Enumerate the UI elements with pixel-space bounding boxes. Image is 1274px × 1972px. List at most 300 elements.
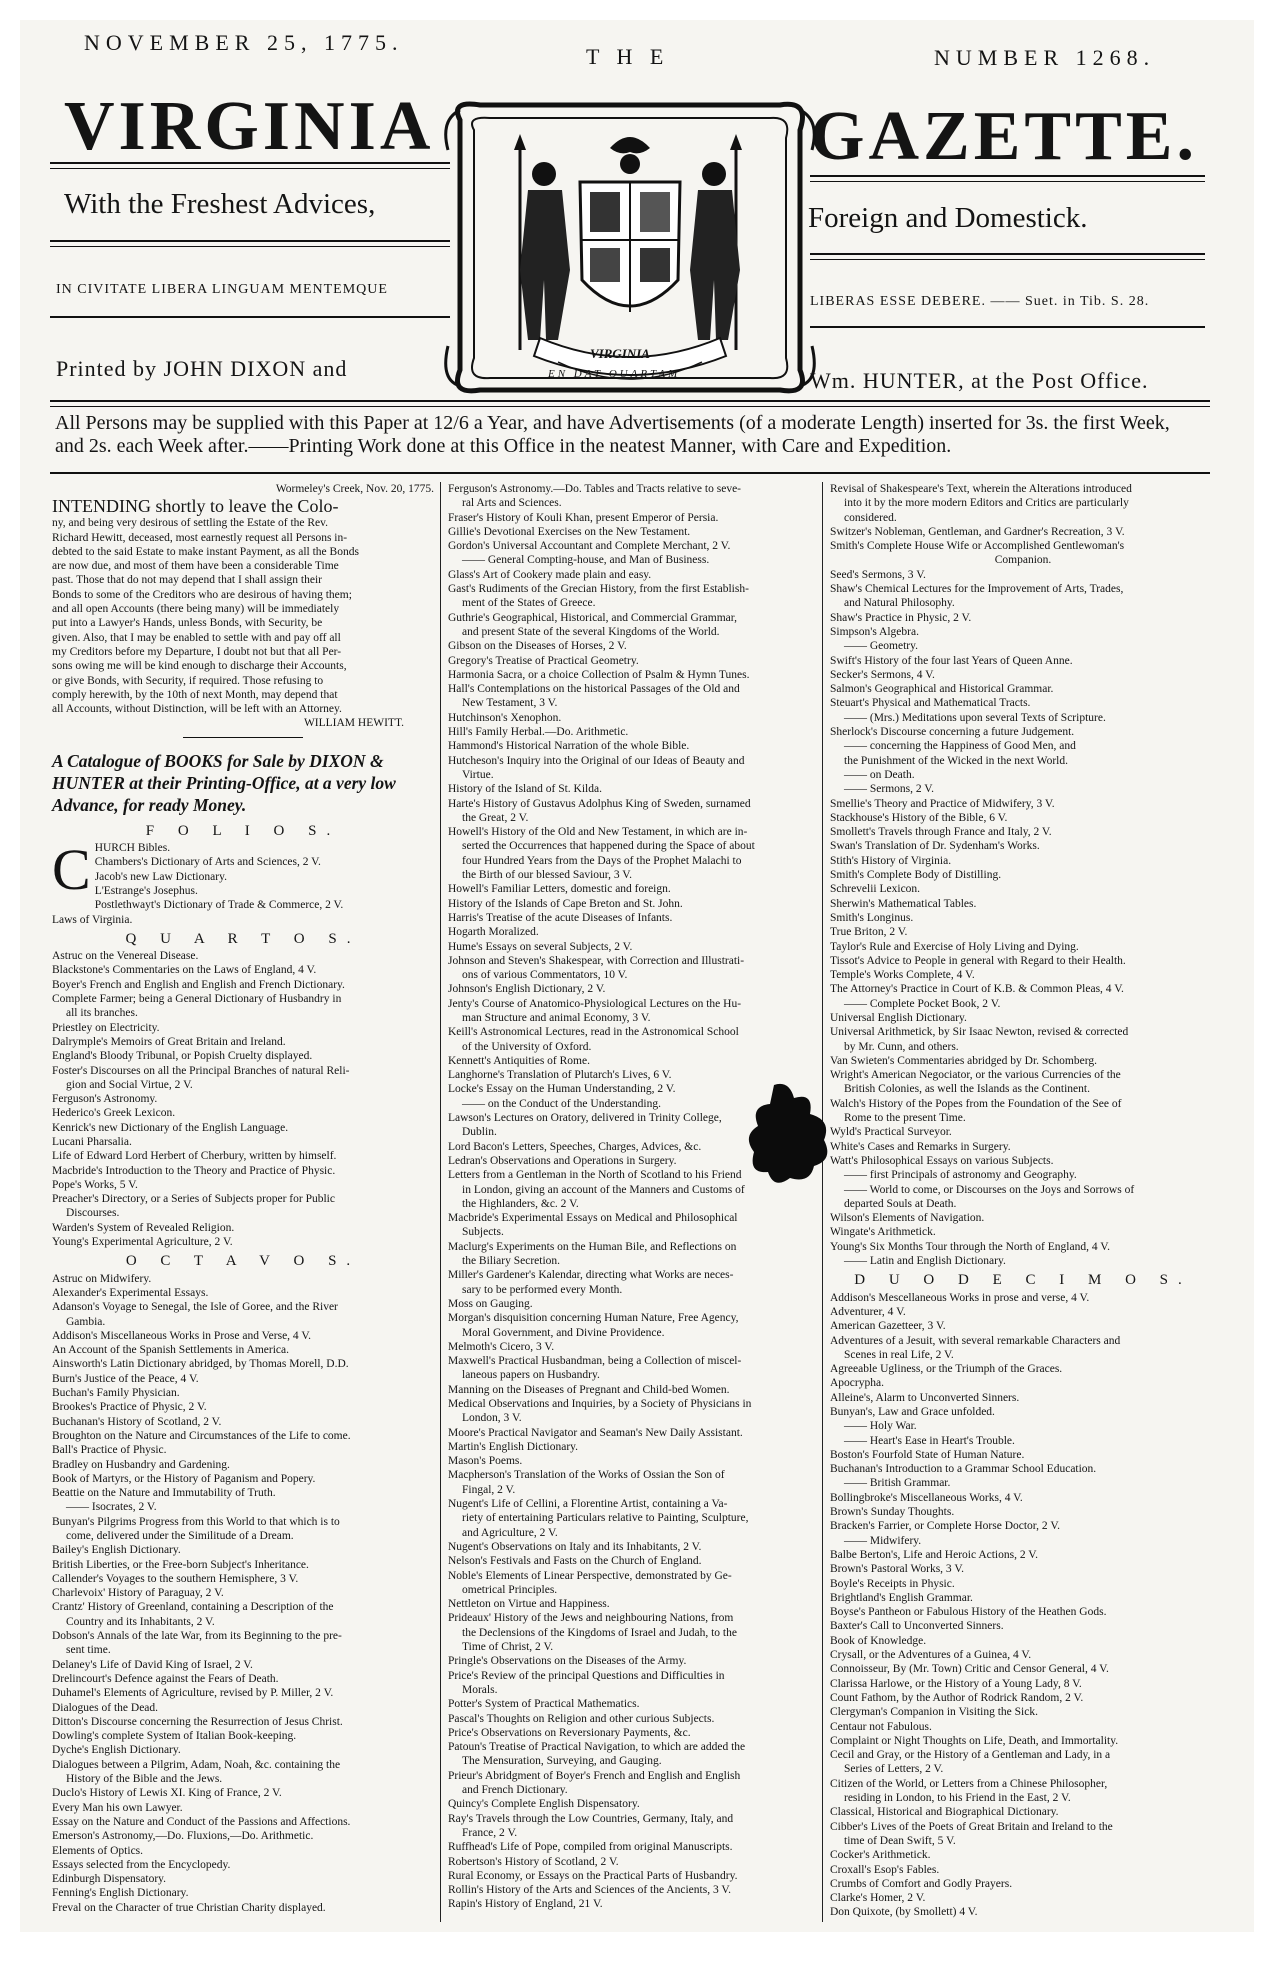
book-entry: Ainsworth's Latin Dictionary abridged, by Thomas Morell, D.D.	[52, 1358, 349, 1371]
book-entry: Dowling's complete System of Italian Book-keeping.	[52, 1730, 297, 1743]
book-entry: History of the Islands of Cape Breton and St. John.	[448, 897, 683, 910]
book-entry: sary to be performed every Month.	[462, 1283, 623, 1296]
subscription-notice: All Persons may be supplied with this Paper at 12/6 a Year, and have Advertisements (of a moderate Length) inserted for 3s. the first Week, and 2s. each Week after.——Printing Work done at this Office in the neatest Manner, with Care and Expedition.	[55, 412, 1170, 457]
book-entry: Bunyan's, Law and Grace unfolded.	[830, 1406, 995, 1418]
book-entry: Clergyman's Companion in Visiting the Sick.	[830, 1706, 1038, 1719]
book-entry: riety of entertaining Particulars relative to Painting, Sculpture,	[462, 1512, 749, 1525]
book-entry: Pascal's Thoughts on Religion and other curious Subjects.	[448, 1712, 715, 1725]
book-entry: An Account of the Spanish Settlements in America.	[52, 1344, 289, 1357]
book-entry: Moral Government, and Divine Providence.	[462, 1326, 665, 1339]
book-entry: and Natural Philosophy.	[844, 597, 955, 610]
book-entry: British Liberties, or the Free-born Subject's Inheritance.	[52, 1558, 309, 1571]
dateline: Wormeley's Creek, Nov. 20, 1775.	[275, 483, 434, 495]
book-entry: Secker's Sermons, 4 V.	[830, 668, 935, 681]
advert-signature: WILLIAM HEWITT.	[303, 717, 404, 730]
book-entry: Dialogues of the Dead.	[52, 1701, 159, 1714]
book-entry: Adventures of a Jesuit, with several remarkable Characters and	[830, 1334, 1121, 1347]
book-entry: Rollin's History of the Arts and Sciences of the Ancients, 3 V.	[448, 1884, 732, 1897]
book-entry: Fraser's History of Kouli Khan, present Emperor of Persia.	[448, 511, 719, 524]
book-entry: Rapin's History of England, 21 V.	[448, 1898, 603, 1911]
book-entry: Gambia.	[66, 1315, 106, 1328]
book-entry: Prideaux' History of the Jews and neighbouring Nations, from	[448, 1612, 734, 1625]
book-entry: Foster's Discourses on all the Principal Branches of natural Reli-	[52, 1064, 350, 1077]
book-entry: Addison's Mescellaneous Works in prose and verse, 4 V.	[830, 1291, 1090, 1304]
book-entry: The Attorney's Practice in Court of K.B. & Common Pleas, 4 V.	[830, 983, 1124, 996]
book-entry: Book of Martyrs, or the History of Paganism and Popery.	[52, 1472, 316, 1485]
book-entry: Rural Economy, or Essays on the Practical Parts of Husbandry.	[448, 1869, 738, 1882]
book-entry: Brown's Sunday Thoughts.	[830, 1506, 955, 1519]
book-entry: The Mensuration, Surveying, and Gauging.	[462, 1755, 662, 1768]
book-entry: four Hundred Years from the Days of the Prophet Malachi to	[462, 854, 742, 867]
book-entry: Series of Letters, 2 V.	[844, 1763, 944, 1776]
book-entry: Ditton's Discourse concerning the Resurrection of Jesus Christ.	[52, 1715, 343, 1728]
book-entry: Smith's Longinus.	[830, 911, 914, 924]
column-rule	[440, 482, 441, 1922]
book-entry: Letters from a Gentleman in the North of Scotland to his Friend	[448, 1169, 742, 1182]
book-entry: Smollett's Travels through France and Italy, 2 V.	[830, 826, 1052, 839]
book-entry: in London, giving an account of the Manners and Customs of	[462, 1183, 745, 1196]
book-entry: Buchanan's History of Scotland, 2 V.	[52, 1415, 222, 1428]
book-entry: and Agriculture, 2 V.	[462, 1526, 558, 1539]
masthead-rule	[50, 316, 450, 318]
advert-line: INTENDING shortly to leave the Colo-	[52, 496, 339, 517]
book-entry: Ferguson's Astronomy.—Do. Tables and Tracts relative to seve-	[448, 483, 741, 495]
book-entry: Country and its Inhabitants, 2 V.	[66, 1615, 215, 1628]
book-entry: Adanson's Voyage to Senegal, the Isle of Goree, and the River	[52, 1301, 338, 1314]
column-1	[52, 482, 434, 1915]
book-entry: New Testament, 3 V.	[462, 697, 558, 710]
book-entry: Elements of Optics.	[52, 1844, 144, 1857]
book-entry: Noble's Elements of Linear Perspective, demonstrated by Ge-	[448, 1569, 732, 1582]
book-entry: True Briton, 2 V.	[830, 926, 908, 939]
book-entry: Lawson's Lectures on Oratory, delivered in Trinity College,	[448, 1112, 722, 1125]
book-entry: Price's Review of the principal Questions and Difficulties in	[448, 1669, 725, 1682]
book-entry: Rome to the present Time.	[844, 1112, 966, 1125]
advert-line: or give Bonds, with Security, if required. Those refusing to	[52, 674, 324, 687]
book-entry: Lucani Pharsalia.	[52, 1135, 132, 1148]
masthead-rule	[50, 246, 450, 247]
book-entry: Sherwin's Mathematical Tables.	[830, 897, 977, 910]
book-entry: Gillie's Devotional Exercises on the New Testament.	[448, 525, 691, 538]
book-entry: Adventurer, 4 V.	[830, 1305, 906, 1318]
book-entry: Smith's Complete Body of Distilling.	[830, 869, 1002, 882]
book-entry: laneous papers on Husbandry.	[462, 1369, 600, 1382]
book-entry: Warden's System of Revealed Religion.	[52, 1221, 235, 1234]
drop-cap: C	[52, 837, 91, 903]
book-entry: Maclurg's Experiments on the Human Bile, and Reflections on	[448, 1240, 737, 1253]
book-entry: Croxall's Esop's Fables.	[830, 1863, 940, 1876]
book-entry: Boston's Fourfold State of Human Nature.	[830, 1448, 1025, 1461]
book-entry: Martin's English Dictionary.	[448, 1440, 579, 1453]
book-entry: —— Latin and English Dictionary.	[844, 1255, 1006, 1268]
advert-line: comply herewith, by the 10th of next Month, may depend that	[52, 688, 338, 701]
book-entry: Bunyan's Pilgrims Progress from this World to that which is to	[52, 1515, 340, 1528]
book-entry: Universal Arithmetick, by Sir Isaac Newton, revised & corrected	[830, 1026, 1129, 1039]
book-entry: Revisal of Shakespeare's Text, wherein the Alterations introduced	[830, 483, 1132, 495]
book-entry: Howell's History of the Old and New Testament, in which are in-	[448, 826, 748, 839]
newspaper-page	[20, 20, 1254, 1932]
crest-banner-bottom: EN DAT QUARTAM	[548, 368, 681, 380]
book-entry: Macpherson's Translation of the Works of Ossian the Son of	[448, 1469, 725, 1482]
book-entry: of the University of Oxford.	[462, 1040, 592, 1053]
advert-line: all Accounts, without Distinction, will be left with an Attorney.	[52, 703, 342, 716]
book-entry: Price's Observations on Reversionary Payments, &c.	[448, 1726, 691, 1739]
book-entry: Beattie on the Nature and Immutability of Truth.	[52, 1487, 276, 1500]
book-entry: Brightland's English Grammar.	[830, 1591, 973, 1604]
book-entry: Van Swieten's Commentaries abridged by Dr. Schomberg.	[830, 1054, 1097, 1067]
ink-blot-icon	[744, 1080, 834, 1190]
book-entry: the Highlanders, &c. 2 V.	[462, 1197, 579, 1210]
book-entry: Nettleton on Virtue and Happiness.	[448, 1598, 610, 1611]
book-entry: Langhorne's Translation of Plutarch's Lives, 6 V.	[448, 1069, 672, 1082]
book-entry: Young's Experimental Agriculture, 2 V.	[52, 1236, 233, 1249]
book-entry: Hume's Essays on several Subjects, 2 V.	[448, 940, 633, 953]
book-entry: —— (Mrs.) Meditations upon several Texts of Scripture.	[844, 711, 1106, 724]
book-entry: Keill's Astronomical Lectures, read in the Astronomical School	[448, 1026, 739, 1039]
book-entry: into it by the more modern Editors and Critics are particularly	[844, 497, 1129, 510]
motto-left: IN CIVITATE LIBERA LINGUAM MENTEMQUE	[56, 282, 388, 297]
book-entry: HURCH Bibles.	[94, 842, 171, 855]
book-entry: ment of the States of Greece.	[462, 597, 596, 610]
book-entry: Addison's Miscellaneous Works in Prose and Verse, 4 V.	[52, 1329, 312, 1342]
book-entry: Companion.	[994, 554, 1052, 567]
book-entry: Count Fathom, by the Author of Rodrick Random, 2 V.	[830, 1691, 1084, 1704]
book-entry: Dobson's Annals of the late War, from its Beginning to the pre-	[52, 1630, 342, 1643]
book-entry: Baxter's Call to Unconverted Sinners.	[830, 1620, 1004, 1633]
quartos-heading: Q U A R T O S.	[125, 930, 361, 947]
subtitle-advices: With the Freshest Advices,	[64, 188, 376, 220]
book-entry: man Structure and animal Economy, 3 V.	[462, 1011, 651, 1024]
book-entry: Astruc on the Venereal Disease.	[52, 950, 199, 963]
book-entry: Scenes in real Life, 2 V.	[844, 1348, 954, 1361]
book-entry: Bracken's Farrier, or Complete Horse Doctor, 2 V.	[830, 1520, 1061, 1533]
book-entry: —— Heart's Ease in Heart's Trouble.	[844, 1434, 1015, 1447]
book-entry: Johnson's English Dictionary, 2 V.	[448, 983, 606, 996]
printer-left: Printed by JOHN DIXON and	[56, 356, 348, 381]
book-entry: Buchanan's Introduction to a Grammar School Education.	[830, 1463, 1097, 1476]
masthead-rule	[50, 168, 450, 169]
advert-line: put into a Lawyer's Hands, unless Bonds, with Security, be	[52, 617, 323, 630]
book-entry: Melmoth's Cicero, 3 V.	[448, 1340, 555, 1353]
book-entry: gion and Social Virtue, 2 V.	[66, 1078, 193, 1091]
book-entry: —— on Death.	[844, 768, 915, 781]
book-entry: Hill's Family Herbal.—Do. Arithmetic.	[448, 726, 629, 739]
section-divider	[183, 737, 303, 738]
book-entry: ons of various Commentators, 10 V.	[462, 969, 628, 982]
book-entry: Virtue.	[462, 768, 494, 781]
book-entry: —— Sermons, 2 V.	[844, 783, 934, 796]
book-entry: L'Estrange's Josephus.	[94, 884, 198, 897]
book-entry: Centaur not Fabulous.	[830, 1720, 932, 1733]
book-entry: Hutchinson's Xenophon.	[448, 711, 562, 724]
book-entry: Robertson's History of Scotland, 2 V.	[448, 1855, 619, 1868]
column-2	[448, 482, 814, 1912]
book-entry: Pope's Works, 5 V.	[52, 1178, 138, 1191]
subtitle-domestick: Foreign and Domestick.	[808, 202, 1088, 234]
book-entry: Every Man his own Lawyer.	[52, 1801, 183, 1814]
book-entry: Freval on the Character of true Christian Charity displayed.	[52, 1901, 326, 1914]
masthead-rule	[50, 406, 1210, 407]
masthead-rule	[50, 240, 450, 242]
book-entry: Patoun's Treatise of Practical Navigation, to which are added the	[448, 1741, 746, 1754]
book-entry: —— Complete Pocket Book, 2 V.	[844, 997, 1001, 1010]
book-entry: Potter's System of Practical Mathematics.	[448, 1698, 640, 1711]
book-entry: Moore's Practical Navigator and Seaman's New Daily Assistant.	[448, 1426, 743, 1439]
motto-right: LIBERAS ESSE DEBERE. —— Suet. in Tib. S. 28.	[810, 294, 1150, 309]
book-entry: Moss on Gauging.	[448, 1297, 533, 1310]
book-entry: England's Bloody Tribunal, or Popish Cruelty displayed.	[52, 1050, 313, 1063]
book-entry: Book of Knowledge.	[830, 1634, 927, 1647]
masthead-rule	[810, 181, 1205, 182]
book-entry: Johnson and Steven's Shakespear, with Correction and Illustrati-	[448, 954, 745, 967]
book-entry: France, 2 V.	[462, 1826, 518, 1839]
book-entry: Walch's History of the Popes from the Foundation of the See of	[830, 1097, 1122, 1110]
book-entry: ral Arts and Sciences.	[462, 497, 562, 510]
book-entry: Smellie's Theory and Practice of Midwifery, 3 V.	[830, 797, 1055, 810]
book-entry: Manning on the Diseases of Pregnant and Child-bed Women.	[448, 1383, 730, 1396]
book-entry: Guthrie's Geographical, Historical, and Commercial Grammar,	[448, 611, 738, 624]
crest-banner-top: VIRGINIA	[590, 346, 650, 361]
advert-line: my Creditors before my Departure, I doubt not but that all Per-	[52, 645, 342, 658]
book-entry: Morgan's disquisition concerning Human Nature, Free Agency,	[448, 1312, 739, 1325]
book-entry: Emerson's Astronomy,—Do. Fluxions,—Do. Arithmetic.	[52, 1830, 314, 1843]
book-entry: Duclo's History of Lewis XI. King of France, 2 V.	[52, 1787, 282, 1800]
book-entry: by Mr. Cunn, and others.	[844, 1040, 959, 1053]
book-entry: Salmon's Geographical and Historical Grammar.	[830, 683, 1054, 696]
book-entry: Prieur's Abridgment of Boyer's French and English and English	[448, 1769, 741, 1782]
book-entry: Drelincourt's Defence against the Fears of Death.	[52, 1672, 279, 1685]
title-gazette: GAZETTE.	[810, 98, 1198, 175]
book-entry: Hutcheson's Inquiry into the Original of our Ideas of Beauty and	[448, 754, 745, 767]
book-entry: Steuart's Physical and Mathematical Tracts.	[830, 697, 1031, 710]
masthead-rule	[50, 162, 450, 164]
book-entry: Citizen of the World, or Letters from a Chinese Philosopher,	[830, 1777, 1108, 1790]
catalogue-heading: A Catalogue of BOOKS for Sale by DIXON & HUNTER at their Printing-Office, at a very low Advance, for ready Money.	[52, 750, 396, 815]
book-entry: Wyld's Practical Surveyor.	[830, 1126, 952, 1139]
book-entry: London, 3 V.	[462, 1412, 522, 1425]
book-entry: Medical Observations and Inquiries, by a Society of Physicians in	[448, 1398, 752, 1410]
book-entry: Macbride's Introduction to the Theory and Practice of Physic.	[52, 1164, 336, 1177]
book-entry: time of Dean Swift, 5 V.	[844, 1834, 956, 1847]
book-entry: Kenrick's new Dictionary of the English Language.	[52, 1121, 289, 1134]
book-entry: Buchan's Family Physician.	[52, 1387, 180, 1400]
book-entry: Clarissa Harlowe, or the History of a Young Lady, 8 V.	[830, 1677, 1082, 1690]
advert-line: sons owing me will be kind enough to discharge their Accounts,	[52, 660, 347, 673]
book-entry: —— Midwifery.	[844, 1534, 922, 1547]
book-entry: Chambers's Dictionary of Arts and Sciences, 2 V.	[94, 856, 321, 869]
book-entry: Essays selected from the Encyclopedy.	[52, 1858, 231, 1871]
book-entry: Boyle's Receipts in Physic.	[830, 1577, 955, 1590]
advert-line: ny, and being very desirous of settling the Estate of the Rev.	[52, 517, 329, 530]
book-entry: Nelson's Festivals and Fasts on the Church of England.	[448, 1555, 702, 1568]
book-entry: Jenty's Course of Anatomico-Physiological Lectures on the Hu-	[448, 997, 742, 1010]
book-entry: Ferguson's Astronomy.	[52, 1093, 158, 1106]
issue-number: NUMBER 1268.	[934, 45, 1156, 70]
book-entry: Schrevelii Lexicon.	[830, 883, 921, 896]
book-entry: Time of Christ, 2 V.	[462, 1641, 554, 1654]
book-entry: Apocrypha.	[830, 1377, 884, 1390]
book-entry: Cocker's Arithmetick.	[830, 1849, 931, 1862]
book-entry: —— on the Conduct of the Understanding.	[462, 1097, 661, 1110]
book-entry: Glass's Art of Cookery made plain and easy.	[448, 568, 652, 581]
advert-line: given. Also, that I may be enabled to settle with and pay off all	[52, 631, 341, 644]
book-entry: Charlevoix' History of Paraguay, 2 V.	[52, 1587, 224, 1600]
book-entry: —— World to come, or Discourses on the Joys and Sorrows of	[844, 1183, 1135, 1196]
book-entry: Connoisseur, By (Mr. Town) Critic and Censor General, 4 V.	[830, 1663, 1109, 1676]
book-entry: Switzer's Nobleman, Gentleman, and Gardner's Recreation, 3 V.	[830, 525, 1125, 538]
advert-line: Richard Hewitt, deceased, most earnestly request all Persons in-	[52, 531, 348, 544]
book-entry: serted the Occurrences that happened during the Space of about	[462, 840, 755, 853]
book-entry: Hall's Contemplations on the historical Passages of the Old and	[448, 683, 740, 696]
book-entry: —— Geometry.	[844, 640, 918, 653]
notice-rule	[50, 472, 1210, 474]
book-entry: Simpson's Algebra.	[830, 625, 919, 638]
book-entry: Lord Bacon's Letters, Speeches, Charges, Advices, &c.	[448, 1140, 702, 1153]
book-entry: Alexander's Experimental Essays.	[52, 1286, 209, 1299]
book-entry: residing in London, to his Friend in the East, 2 V.	[844, 1792, 1071, 1805]
book-entry: Dialogues between a Pilgrim, Adam, Noah, &c. containing the	[52, 1758, 341, 1771]
advert-line: Bonds to some of the Creditors who are desirous of having them;	[52, 588, 352, 601]
book-entry: Maxwell's Practical Husbandman, being a Collection of miscel-	[448, 1355, 742, 1368]
book-entry: Gordon's Universal Accountant and Complete Merchant, 2 V.	[448, 540, 731, 553]
book-entry: ometrical Principles.	[462, 1583, 558, 1596]
book-entry: Hammond's Historical Narration of the whole Bible.	[448, 740, 690, 753]
book-entry: Morals.	[462, 1683, 498, 1696]
book-entry: Brookes's Practice of Physic, 2 V.	[52, 1401, 207, 1414]
book-entry: Harris's Treatise of the acute Diseases of Infants.	[448, 911, 673, 924]
book-entry: the Biliary Secretion.	[462, 1255, 561, 1268]
book-entry: Life of Edward Lord Herbert of Cherbury, written by himself.	[52, 1150, 337, 1163]
book-entry: Gibson on the Diseases of Horses, 2 V.	[448, 640, 627, 653]
book-entry: —— concerning the Happiness of Good Men, and	[844, 740, 1076, 753]
advert-line: and all open Accounts (there being many) will be immediately	[52, 603, 340, 616]
book-entry: Stackhouse's History of the Bible, 6 V.	[830, 811, 1008, 824]
book-entry: Brown's Pastoral Works, 3 V.	[830, 1563, 965, 1576]
book-entry: Agreeable Ugliness, or the Triumph of the Graces.	[830, 1363, 1063, 1376]
book-entry: History of the Bible and the Jews.	[66, 1773, 223, 1786]
book-entry: Astruc on Midwifery.	[52, 1272, 152, 1285]
book-entry: Bailey's English Dictionary.	[52, 1544, 181, 1557]
book-entry: British Colonies, as well the Islands as the Continent.	[844, 1083, 1090, 1096]
book-entry: Bradley on Husbandry and Gardening.	[52, 1458, 230, 1471]
book-entry: Crumbs of Comfort and Godly Prayers.	[830, 1877, 1013, 1890]
book-entry: Pringle's Observations on the Diseases of the Army.	[448, 1655, 687, 1668]
book-entry: Quincy's Complete English Dispensatory.	[448, 1798, 640, 1811]
title-virginia: VIRGINIA	[64, 88, 435, 165]
book-entry: all its branches.	[66, 1007, 138, 1020]
duodecimos-heading: D U O D E C I M O S.	[854, 1272, 1192, 1289]
book-entry: Essay on the Nature and Conduct of the Passions and Affections.	[52, 1815, 351, 1828]
book-entry: the Punishment of the Wicked in the next World.	[844, 754, 1068, 767]
book-entry: American Gazetteer, 3 V.	[830, 1320, 946, 1333]
book-entry: Swift's History of the four last Years of Queen Anne.	[830, 654, 1073, 667]
book-entry: Ball's Practice of Physic.	[52, 1444, 167, 1457]
book-entry: come, delivered under the Similitude of a Dream.	[66, 1530, 294, 1542]
book-entry: Balbe Berton's, Life and Heroic Actions, 2 V.	[830, 1548, 1038, 1561]
folios-heading: F O L I O S.	[145, 822, 341, 839]
book-entry: Wilson's Elements of Navigation.	[830, 1212, 985, 1225]
book-entry: Fingal, 2 V.	[462, 1483, 516, 1496]
book-entry: Mason's Poems.	[448, 1455, 523, 1468]
book-entry: History of the Island of St. Kilda.	[448, 783, 602, 796]
book-entry: Cibber's Lives of the Poets of Great Britain and Ireland to the	[830, 1820, 1113, 1833]
book-entry: —— Holy War.	[844, 1420, 917, 1433]
book-entry: Don Quixote, (by Smollett) 4 V.	[830, 1906, 978, 1919]
book-entry: Laws of Virginia.	[52, 913, 133, 926]
book-entry: Discourses.	[66, 1207, 120, 1220]
book-entry: Tissot's Advice to People in general with Regard to their Health.	[830, 954, 1126, 967]
book-entry: —— Isocrates, 2 V.	[66, 1501, 157, 1514]
book-entry: Smith's Complete House Wife or Accomplished Gentlewoman's	[830, 540, 1125, 553]
book-entry: considered.	[844, 511, 897, 524]
book-entry: Harmonia Sacra, or a choice Collection of Psalm & Hymn Tunes.	[448, 668, 750, 681]
book-entry: Priestley on Electricity.	[52, 1021, 160, 1034]
book-entry: Blackstone's Commentaries on the Laws of England, 4 V.	[52, 964, 317, 977]
book-entry: and French Dictionary.	[462, 1784, 568, 1797]
column-3	[830, 482, 1216, 1920]
book-entry: Postlethwayt's Dictionary of Trade & Commerce, 2 V.	[94, 899, 344, 912]
book-entry: Complaint or Night Thoughts on Life, Death, and Immortality.	[830, 1734, 1119, 1747]
book-entry: Duhamel's Elements of Agriculture, revised by P. Miller, 2 V.	[52, 1687, 334, 1700]
book-entry: —— British Grammar.	[844, 1477, 951, 1490]
book-entry: Edinburgh Dispensatory.	[52, 1873, 167, 1886]
book-entry: Gregory's Treatise of Practical Geometry.	[448, 654, 639, 667]
book-entry: Subjects.	[462, 1226, 504, 1239]
book-entry: Nugent's Life of Cellini, a Florentine Artist, containing a Va-	[448, 1498, 728, 1511]
book-entry: White's Cases and Remarks in Surgery.	[830, 1140, 1011, 1153]
book-entry: Temple's Works Complete, 4 V.	[830, 969, 975, 982]
book-entry: Jacob's new Law Dictionary.	[94, 870, 227, 883]
book-entry: Clarke's Homer, 2 V.	[830, 1892, 926, 1905]
book-entry: Stith's History of Virginia.	[830, 854, 952, 867]
book-entry: Locke's Essay on the Human Understanding, 2 V.	[448, 1083, 676, 1096]
book-entry: Broughton on the Nature and Circumstances of the Life to come.	[52, 1429, 351, 1442]
book-entry: Wingate's Arithmetick.	[830, 1226, 936, 1239]
book-entry: Hogarth Moralized.	[448, 926, 539, 939]
book-entry: Complete Farmer; being a General Dictionary of Husbandry in	[52, 993, 342, 1006]
book-entry: Swan's Translation of Dr. Sydenham's Works.	[830, 840, 1040, 853]
book-entry: departed Souls at Death.	[844, 1197, 957, 1210]
book-entry: Bollingbroke's Miscellaneous Works, 4 V.	[830, 1491, 1023, 1504]
masthead-rule	[810, 326, 1205, 328]
book-entry: the Great, 2 V.	[462, 811, 529, 824]
masthead-the: T H E	[586, 44, 670, 69]
book-entry: Harte's History of Gustavus Adolphus King of Sweden, surnamed	[448, 797, 751, 810]
book-entry: sent time.	[66, 1644, 111, 1657]
book-entry: Burn's Justice of the Peace, 4 V.	[52, 1372, 199, 1385]
book-entry: the Birth of our blessed Saviour, 3 V.	[462, 869, 633, 882]
issue-date: NOVEMBER 25, 1775.	[84, 30, 404, 55]
book-entry: Ruffhead's Life of Pope, compiled from original Manuscripts.	[448, 1841, 733, 1854]
printer-right: Wm. HUNTER, at the Post Office.	[810, 368, 1149, 393]
book-entry: Boyer's French and English and English and French Dictionary.	[52, 978, 345, 991]
octavos-heading: O C T A V O S.	[125, 1253, 361, 1270]
book-entry: Dublin.	[462, 1126, 497, 1139]
book-entry: Cecil and Gray, or the History of a Gentleman and Lady, in a	[830, 1749, 1111, 1762]
book-entry: Macbride's Experimental Essays on Medical and Philosophical	[448, 1212, 738, 1225]
book-entry: Classical, Historical and Biographical Dictionary.	[830, 1806, 1059, 1819]
book-entry: Taylor's Rule and Exercise of Holy Living and Dying.	[830, 940, 1079, 953]
book-entry: Nugent's Observations on Italy and its Inhabitants, 2 V.	[448, 1540, 702, 1553]
book-entry: Delaney's Life of David King of Israel, 2 V.	[52, 1658, 253, 1671]
advert-line: past. Those that do not may depend that I shall assign their	[52, 574, 322, 587]
book-entry: Gast's Rudiments of the Grecian History, from the first Establish-	[448, 583, 749, 596]
book-entry: Crysall, or the Adventures of a Guinea, 4 V.	[830, 1649, 1032, 1662]
column-rule	[822, 482, 823, 1922]
book-entry: —— first Principals of astronomy and Geography.	[844, 1169, 1077, 1182]
folios-list	[52, 837, 434, 912]
book-entry: Wright's American Negociator, or the various Currencies of the	[830, 1069, 1121, 1082]
